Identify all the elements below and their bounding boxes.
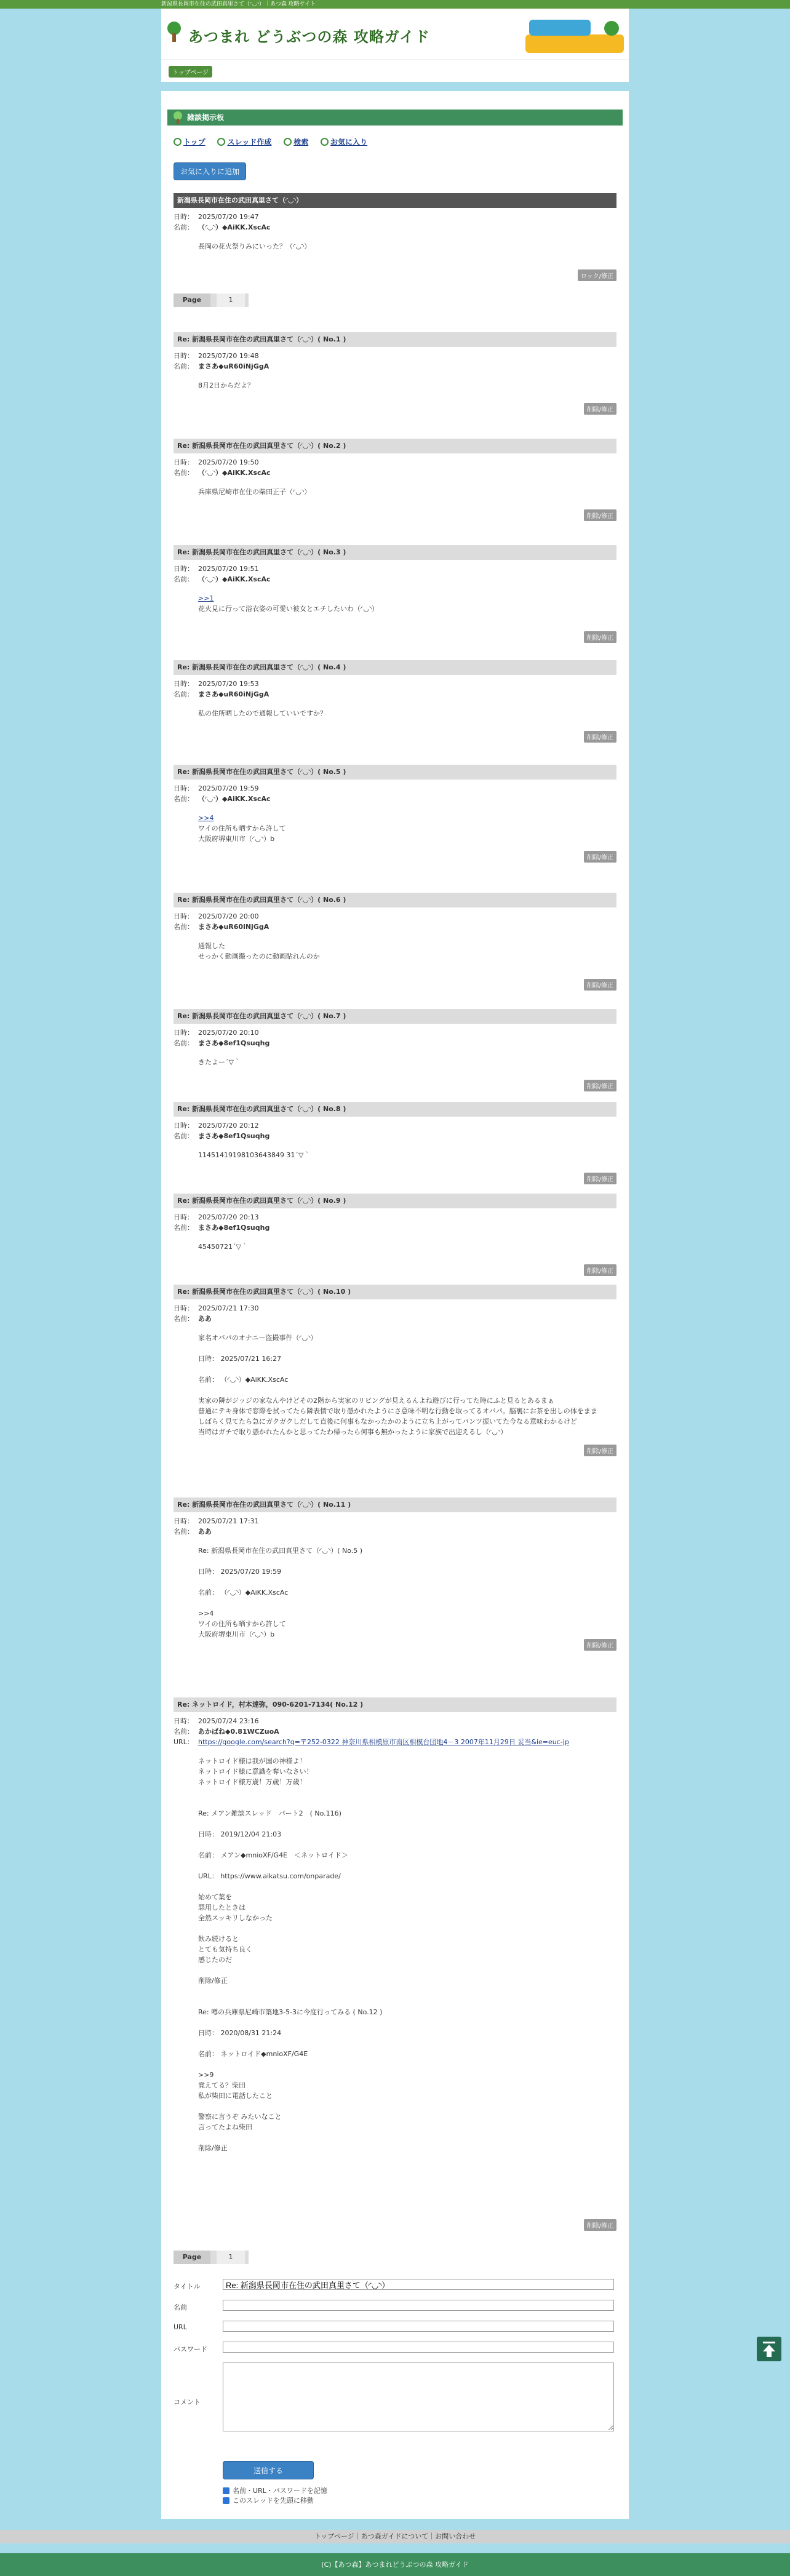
post-date: 2025/07/20 19:50 (198, 458, 259, 466)
page-1-link[interactable]: 1 (217, 2251, 245, 2264)
post-meta: 日時： 2025/07/21 17:31 名前： ああ (174, 1517, 259, 1536)
pager-top (174, 293, 249, 307)
post-date: 2025/07/24 23:16 (198, 1717, 259, 1725)
post-meta: 日時： 2025/07/20 20:00 名前： まさあ◆uR60iNjGgA (174, 912, 269, 931)
bullet-icon (174, 138, 182, 146)
post-author: まさあ◆8ef1Qsuqhg (198, 1039, 270, 1047)
post-date: 2025/07/20 19:48 (198, 352, 259, 360)
post-body: 11451419198103643849 31´▽｀ (198, 1151, 311, 1159)
post-date: 2025/07/20 20:12 (198, 1122, 259, 1130)
comment-label: コメント (174, 2398, 201, 2406)
post-meta: 日時： 2025/07/20 20:10 名前： まさあ◆8ef1Qsuqhg (174, 1029, 270, 1047)
bullet-icon (321, 138, 329, 146)
thread-title: 新潟県長岡市在住の武田真里さて（◜◡◝） (174, 193, 616, 208)
reply-form (174, 2276, 616, 2505)
comment-textarea[interactable] (223, 2363, 614, 2431)
tree-icon (172, 111, 183, 124)
site-title[interactable]: あつまれ どうぶつの森 攻略ガイド (188, 28, 430, 46)
post (174, 332, 616, 413)
post-title: Re: 新潟県長岡市在住の武田真里さて（◜◡◝）( No.5 ) (174, 765, 616, 780)
arrow-up-icon (757, 2337, 781, 2361)
post-meta: 日時： 2025/07/20 19:51 名前： （◜◡◝）◆AiKK.XscAc (174, 565, 271, 583)
post-meta: 日時： 2025/07/21 17:30 名前： ああ (174, 1304, 259, 1323)
remember-checkbox[interactable]: 名前・URL・パスワードを記憶 (223, 2486, 327, 2495)
top-banner-text: 新潟県長岡市在住の武田真里さて（◜◡◝）｜あつ森 攻略サイト (161, 1, 316, 7)
name-label: 名前 (174, 2303, 187, 2311)
post (174, 1697, 616, 2230)
post-author: まさあ◆uR60iNjGgA (198, 923, 269, 931)
pager-label: Page (174, 293, 210, 307)
top-banner (0, 0, 790, 9)
bullet-icon (217, 138, 225, 146)
breadcrumb-bar (161, 59, 629, 82)
edit-delete-button[interactable]: 削除/修正 (584, 731, 616, 743)
post-author: ああ (198, 1315, 212, 1323)
post (174, 660, 616, 741)
checkbox-checked-icon (223, 2487, 229, 2494)
post-date: 2025/07/20 19:51 (198, 565, 259, 573)
post-meta: 日時： 2025/07/20 19:47 名前： （◜◡◝）◆AiKK.XscAc (174, 213, 271, 231)
title-label: タイトル (174, 2283, 201, 2291)
post-date: 2025/07/20 20:00 (198, 912, 259, 920)
url-label: URL (174, 2323, 187, 2331)
post-url-link[interactable]: https://google.com/search?q=〒252-0322 神奈川県相模原市南区相模台団地4－3 2007年11月29日 妥当&ie=euc-jp (198, 1738, 569, 1746)
post-body: 長岡の花火祭りみにいった？（◜◡◝） (198, 242, 311, 250)
edit-delete-button[interactable]: 削除/修正 (584, 851, 616, 863)
post-title: Re: 新潟県長岡市在住の武田真里さて（◜◡◝）( No.7 ) (174, 1009, 616, 1024)
post-meta: 日時： 2025/07/20 20:12 名前： まさあ◆8ef1Qsuqhg (174, 1122, 270, 1140)
post-date: 2025/07/20 19:53 (198, 680, 259, 688)
reply-anchor-link[interactable]: >>4 (198, 814, 214, 822)
post-body: Re: 新潟県長岡市在住の武田真里さて（◜◡◝）( No.5 ) 日時： 2025/07/20 19:59 名前： （◜◡◝）◆AiKK.XscAc >>4 ワイの住所も晒すから許して 大阪府堺東川市（◜◡◝）b (198, 1547, 363, 1638)
lock-edit-button[interactable]: ロック/修正 (578, 269, 616, 281)
edit-delete-button[interactable]: 削除/修正 (584, 403, 616, 415)
edit-delete-button[interactable]: 削除/修正 (584, 1639, 616, 1651)
scroll-to-top-button[interactable] (757, 2337, 781, 2361)
post-title: Re: 新潟県長岡市在住の武田真里さて（◜◡◝）( No.2 ) (174, 439, 616, 453)
thread-op (174, 193, 616, 280)
page-1-link[interactable]: 1 (217, 293, 245, 307)
password-input[interactable] (223, 2342, 614, 2353)
board-title: 雑談掲示板 (187, 113, 225, 122)
reply-anchor-link[interactable]: >>1 (198, 594, 214, 602)
post-author: ああ (198, 1528, 212, 1536)
post-title: Re: 新潟県長岡市在住の武田真里さて（◜◡◝）( No.1 ) (174, 332, 616, 347)
post-author: （◜◡◝）◆AiKK.XscAc (198, 223, 271, 231)
post-title: Re: 新潟県長岡市在住の武田真里さて（◜◡◝）( No.3 ) (174, 545, 616, 560)
add-favorite-button[interactable]: お気に入りに追加 (174, 162, 246, 180)
post-meta: 日時： 2025/07/20 19:50 名前： （◜◡◝）◆AiKK.XscAc (174, 458, 271, 477)
bullet-icon (284, 138, 292, 146)
post (174, 1285, 616, 1455)
post-author: （◜◡◝）◆AiKK.XscAc (198, 469, 271, 477)
post-body: 私の住所晒したので通報していいですか？ (198, 709, 327, 717)
post (174, 893, 616, 989)
password-label: パスワード (174, 2345, 207, 2353)
copyright: (C)【あつ森】あつまれどうぶつの森 攻略ガイド (0, 2553, 790, 2576)
post (174, 1497, 616, 1649)
board-nav (174, 137, 377, 147)
post-author: （◜◡◝）◆AiKK.XscAc (198, 795, 271, 803)
post-title: Re: 新潟県長岡市在住の武田真里さて（◜◡◝）( No.9 ) (174, 1194, 616, 1208)
post-meta: 日時： 2025/07/20 19:48 名前： まさあ◆uR60iNjGgA (174, 352, 269, 370)
post-title: Re: 新潟県長岡市在住の武田真里さて（◜◡◝）( No.4 ) (174, 660, 616, 675)
checkbox-checked-icon (223, 2497, 229, 2504)
post-body: >>1 花火見に行って浴衣姿の可愛い彼女とエチしたいわ（◜◡◝） (198, 594, 379, 613)
post-body: >>4 ワイの住所も晒すから許して 大阪府堺東川市（◜◡◝）b (198, 814, 286, 843)
post-body: 兵庫県尼崎市在住の柴田正子（◜◡◝） (198, 488, 311, 496)
pager-bottom (174, 2251, 249, 2264)
name-input[interactable] (223, 2300, 614, 2311)
post (174, 1009, 616, 1090)
url-input[interactable] (223, 2321, 614, 2332)
post-body: 家名オバパのオナニー盗撮事件（◜◡◝） 日時： 2025/07/21 16:27 名前： （◜◡◝）◆AiKK.XscAc 実家の隣がジッジの家なんやけどその2階から実家のリビングが見えるんよね遊びに行ってた時にふと見るとあるまぁ 普通にテキ身体で窓際を拭ってたら隣表情で取り憑かれたようにさ意味不明な行動を取ってるオバパ。脳裏にお茶を出しの体をまま しばらく見てたら急にガクガクしだして直後に何事もなかったかのように立ち上がってパンツ振いてた今なる意味わかるけど 当時はガチで取り憑かれたんかと思ってたわ帰ったら何事も無かったように家族で出迎えるし（◜◡◝） (198, 1334, 597, 1436)
post-title: Re: 新潟県長岡市在住の武田真里さて（◜◡◝）( No.6 ) (174, 893, 616, 907)
edit-delete-button[interactable]: 削除/修正 (584, 1445, 616, 1456)
post-meta: 日時： 2025/07/24 23:16 名前： あかばね◆0.81WCZuoA URL： https://google.com/search?q=〒252-0322 神奈川県相模原市南区相模台団地4－3 2007年11月29日 妥当&ie=euc-jp (174, 1717, 569, 1746)
nav-favorites-link[interactable]: お気に入り (321, 138, 367, 146)
move-top-checkbox[interactable]: このスレッドを先頭に移動 (223, 2495, 314, 2505)
post-author: まさあ◆8ef1Qsuqhg (198, 1132, 270, 1140)
post-author: あかばね◆0.81WCZuoA (198, 1728, 279, 1736)
post (174, 1102, 616, 1183)
post-meta: 日時： 2025/07/20 20:13 名前： まさあ◆8ef1Qsuqhg (174, 1213, 270, 1232)
game-logo-icon[interactable] (525, 20, 624, 54)
post-date: 2025/07/21 17:31 (198, 1517, 259, 1525)
post (174, 545, 616, 642)
post-body: 8月2日からだよ？ (198, 381, 254, 389)
title-input[interactable] (223, 2279, 614, 2290)
main-content (161, 91, 629, 2519)
nav-create-thread-link[interactable]: スレッド作成 (217, 138, 271, 146)
post-title: Re: ネットロイド，村本達弥，090-6201-7134( No.12 ) (174, 1697, 616, 1712)
site-header (161, 9, 629, 59)
pager-label: Page (174, 2251, 210, 2264)
footer-links[interactable]: トップページ｜あつ森ガイドについて｜お問い合わせ (0, 2530, 790, 2543)
board-title-bar (167, 110, 623, 126)
post (174, 765, 616, 861)
post (174, 1194, 616, 1275)
submit-button[interactable]: 送信する (223, 2461, 314, 2479)
post-title: Re: 新潟県長岡市在住の武田真里さて（◜◡◝）( No.10 ) (174, 1285, 616, 1299)
post-body: 45450721´▽｀ (198, 1243, 248, 1251)
post (174, 439, 616, 520)
edit-delete-button[interactable]: 削除/修正 (584, 1173, 616, 1184)
edit-delete-button[interactable]: 削除/修正 (584, 2219, 616, 2231)
post-body: 通報した せっかく動画撮ったのに動画貼れんのか (198, 942, 320, 960)
post-date: 2025/07/21 17:30 (198, 1304, 259, 1312)
edit-delete-button[interactable]: 削除/修正 (584, 1264, 616, 1276)
post-date: 2025/07/20 20:10 (198, 1029, 259, 1037)
post-body: ネットロイド様は我が国の神様よ！ ネットロイド様に意識を奪いなさい！ ネットロイド様万歳！万歳！万歳！ Re: メアン雑談スレッド パート2 ( No.116) 日時： 2019/12/04 21:03 名前： メアン◆mnioXF/G4E ＜ネットロイド＞ URL： https://www.aikatsu.com/onparade/ 始めて葉を 悪用したときは 全然スッキリしなかった 飲み続けると とても気持ち良く 感じたのだ 削除/修正 Re: 噂の兵庫県尼崎市築地3-5-3に今度行ってみる ( No.12 ) 日時： 2020/08/31 21:24 名前： ネットロイド◆mnioXF/G4E >>9 覚えてる？柴田 私が柴田に電話したこと 警察に言うぞ みたいなこと 言ってたよね柴田 削除/修正 (198, 1757, 383, 2152)
edit-delete-button[interactable]: 削除/修正 (584, 631, 616, 643)
post-date: 2025/07/20 19:59 (198, 784, 259, 792)
post-author: （◜◡◝）◆AiKK.XscAc (198, 575, 271, 583)
edit-delete-button[interactable]: 削除/修正 (584, 1080, 616, 1091)
post-author: まさあ◆8ef1Qsuqhg (198, 1224, 270, 1232)
nav-search-link[interactable]: 検索 (284, 138, 308, 146)
post-author: まさあ◆uR60iNjGgA (198, 362, 269, 370)
breadcrumb[interactable]: トップページ (169, 66, 212, 78)
post-date: 2025/07/20 20:13 (198, 1213, 259, 1221)
post-title: Re: 新潟県長岡市在住の武田真里さて（◜◡◝）( No.8 ) (174, 1102, 616, 1117)
edit-delete-button[interactable]: 削除/修正 (584, 979, 616, 991)
post-author: まさあ◆uR60iNjGgA (198, 690, 269, 698)
post-meta: 日時： 2025/07/20 19:59 名前： （◜◡◝）◆AiKK.XscAc (174, 784, 271, 803)
nav-top-link[interactable]: トップ (174, 138, 205, 146)
edit-delete-button[interactable]: 削除/修正 (584, 509, 616, 521)
post-meta: 日時： 2025/07/20 19:53 名前： まさあ◆uR60iNjGgA (174, 680, 269, 698)
post-body: きたよー´▽｀ (198, 1058, 241, 1066)
post-date: 2025/07/20 19:47 (198, 213, 259, 221)
post-title: Re: 新潟県長岡市在住の武田真里さて（◜◡◝）( No.11 ) (174, 1497, 616, 1512)
tree-logo-icon (166, 21, 182, 43)
